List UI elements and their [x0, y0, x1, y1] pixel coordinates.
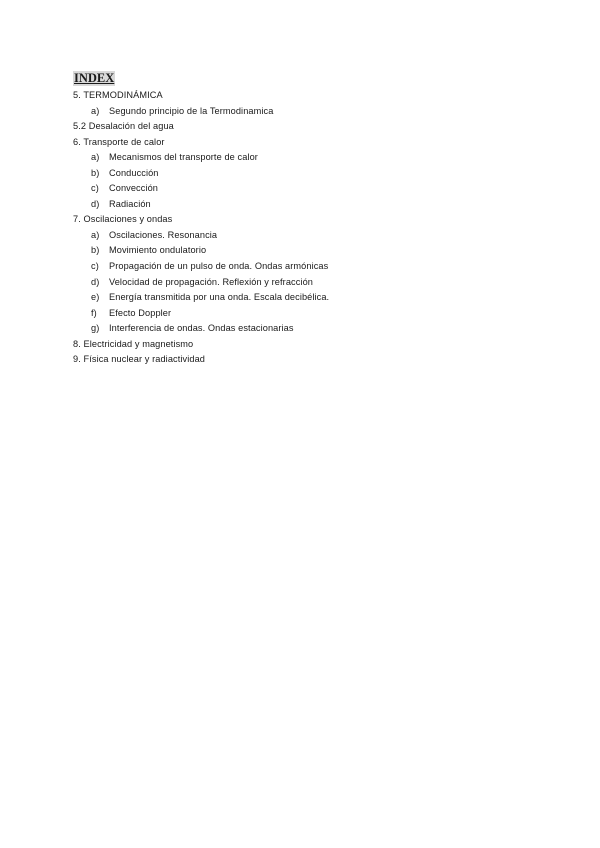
toc-entry-text: 5. TERMODINÁMICA: [73, 90, 163, 100]
toc-entry-text: Convección: [109, 183, 159, 194]
toc-entry-text: Propagación de un pulso de onda. Ondas armónicas: [109, 261, 329, 272]
toc-entry-text: Radiación: [109, 198, 151, 209]
toc-entry-subsection: [73, 259, 553, 275]
toc-entry-marker: b): [91, 245, 100, 256]
toc-entry-text: Segundo principio de la Termodinamica: [109, 105, 274, 116]
toc-entry-text: Conducción: [109, 167, 159, 178]
toc-entry-text: Mecanismos del transporte de calor: [109, 152, 258, 163]
toc-entry-marker: g): [91, 323, 100, 334]
index-heading: INDEX: [74, 71, 115, 85]
toc-entry-text: Interferencia de ondas. Ondas estacionarias: [109, 323, 294, 334]
toc-entry-marker: a): [91, 105, 100, 116]
toc-entry-marker: a): [91, 229, 100, 240]
toc-entry-section: [73, 88, 553, 104]
toc-entry-text: 5.2 Desalación del agua: [73, 121, 174, 132]
toc-entry-marker: f): [91, 307, 97, 318]
toc-entry-marker: c): [91, 183, 99, 194]
toc-entry-text: 6. Transporte de calor: [73, 136, 165, 147]
toc-entry-text: Efecto Doppler: [109, 307, 172, 318]
toc-entry-section: [73, 352, 553, 368]
toc-entry-subsection: [73, 321, 553, 337]
toc-entry-section: [73, 135, 553, 151]
toc-entry-subsection: [73, 181, 553, 197]
toc-entry-subsection: [73, 150, 553, 166]
toc-entry-text: Oscilaciones. Resonancia: [109, 229, 218, 240]
toc-entry-marker: e): [91, 292, 100, 303]
toc-entry-section: [73, 337, 553, 353]
toc-entry-marker: c): [91, 261, 99, 272]
toc-entry-subsection: [73, 166, 553, 182]
toc-entry-text: Movimiento ondulatorio: [109, 245, 207, 256]
toc-entry-section: [73, 212, 553, 228]
toc-entry-text: Energía transmitida por una onda. Escala decibélica.: [109, 292, 330, 303]
toc-entry-marker: d): [91, 198, 100, 209]
toc-entry-marker: a): [91, 152, 100, 163]
toc-entry-subsection: [73, 104, 553, 120]
toc-entry-text: Velocidad de propagación. Reflexión y refracción: [109, 276, 313, 287]
toc-entry-marker: b): [91, 167, 100, 178]
toc-entry-subsection: [73, 197, 553, 213]
toc-entry-subsection: [73, 243, 553, 259]
toc-entry-subsection: [73, 275, 553, 291]
toc-entry-text: 8. Electricidad y magnetismo: [73, 338, 194, 349]
toc-entry-subsection: [73, 306, 553, 322]
toc-entry-subsection: [73, 290, 553, 306]
toc-entry-text: 9. Física nuclear y radiactividad: [73, 354, 205, 365]
toc-entry-marker: d): [91, 276, 100, 287]
toc-entry-text: 7. Oscilaciones y ondas: [73, 214, 173, 225]
toc-entry-section: [73, 119, 553, 135]
toc-entry-subsection: [73, 228, 553, 244]
table-of-contents: [73, 88, 553, 368]
